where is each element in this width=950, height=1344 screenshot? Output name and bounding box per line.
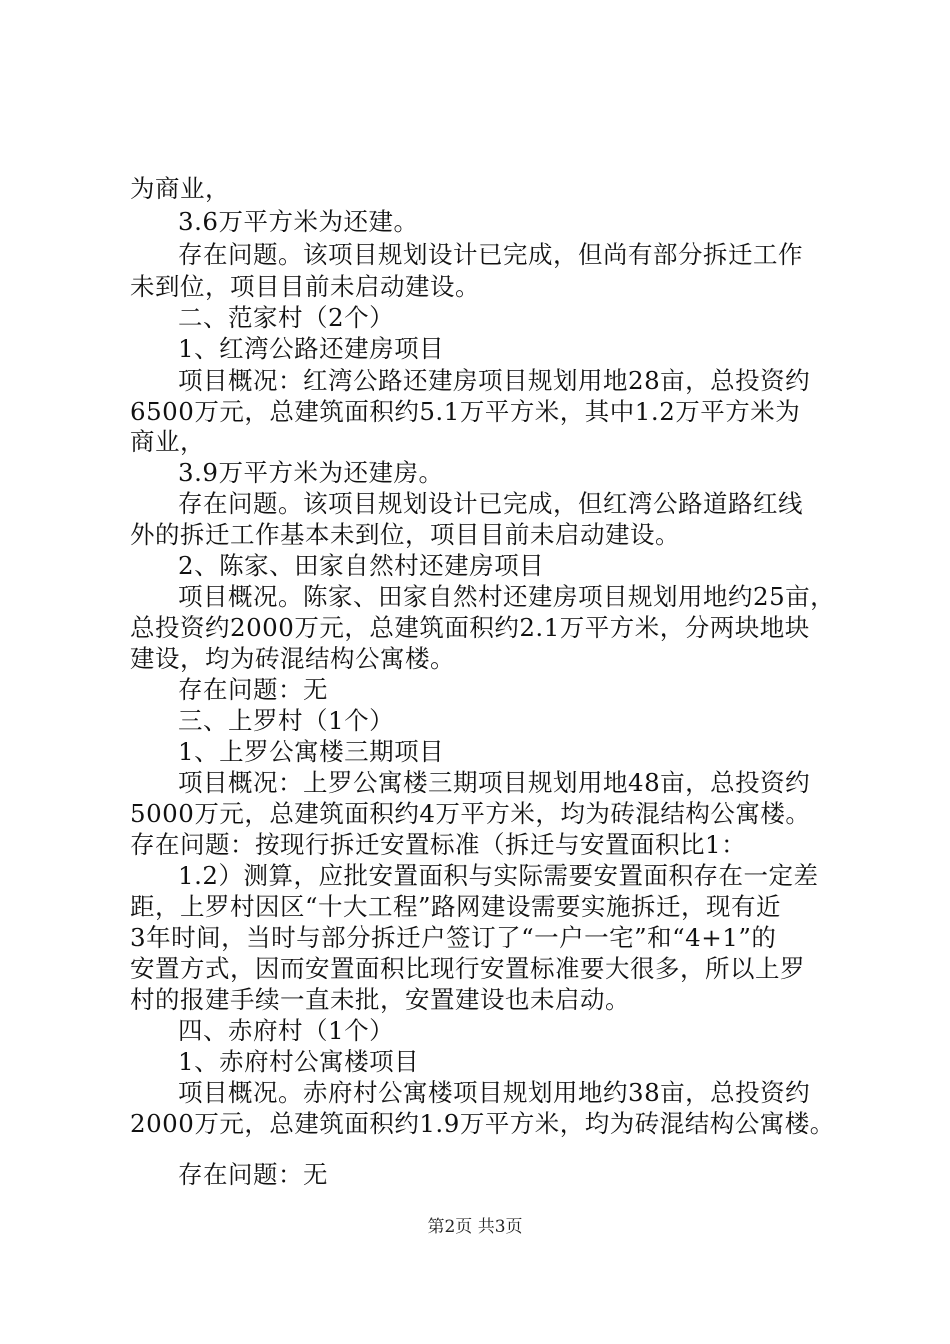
text-line: 项目概况。陈家、田家自然村还建房项目规划用地约25亩，	[178, 582, 836, 611]
text-line: 存在问题：无	[178, 1160, 328, 1189]
project-title: 1、上罗公寓楼三期项目	[178, 737, 445, 766]
section-heading: 二、范家村（2个）	[178, 303, 395, 332]
text-line: 为商业，	[130, 174, 230, 203]
text-line: 2000万元，总建筑面积约1.9万平方米，均为砖混结构公寓楼。	[130, 1109, 835, 1138]
text-line: 存在问题：无	[178, 675, 328, 704]
section-heading: 四、赤府村（1个）	[178, 1016, 395, 1045]
text-line: 存在问题：按现行拆迁安置标准（拆迁与安置面积比1：	[130, 830, 747, 859]
section-heading: 三、上罗村（1个）	[178, 706, 395, 735]
text-line: 项目概况。赤府村公寓楼项目规划用地约38亩，总投资约	[178, 1078, 811, 1107]
text-line: 未到位，项目目前未启动建设。	[130, 272, 480, 301]
text-line: 5000万元，总建筑面积约4万平方米，均为砖混结构公寓楼。	[130, 799, 811, 828]
project-title: 1、赤府村公寓楼项目	[178, 1047, 420, 1076]
text-line: 村的报建手续一直未批，安置建设也未启动。	[130, 985, 630, 1014]
text-line: 6500万元，总建筑面积约5.1万平方米，其中1.2万平方米为	[130, 397, 801, 426]
page-number: 第2页 共3页	[427, 1217, 523, 1237]
text-line: 建设，均为砖混结构公寓楼。	[130, 644, 455, 673]
text-line: 外的拆迁工作基本未到位，项目目前未启动建设。	[130, 520, 680, 549]
text-line: 3.6万平方米为还建。	[178, 207, 419, 236]
text-line: 3.9万平方米为还建房。	[178, 458, 444, 487]
text-line: 项目概况：上罗公寓楼三期项目规划用地48亩，总投资约	[178, 768, 811, 797]
text-line: 距，上罗村因区“十大工程”路网建设需要实施拆迁，现有近	[130, 892, 782, 921]
text-line: 安置方式，因而安置面积比现行安置标准要大很多，所以上罗	[130, 954, 805, 983]
text-line: 商业，	[130, 427, 205, 456]
text-line: 总投资约2000万元，总建筑面积约2.1万平方米，分两块地块	[130, 613, 810, 642]
text-line: 存在问题。该项目规划设计已完成，但尚有部分拆迁工作	[178, 240, 803, 269]
text-line: 存在问题。该项目规划设计已完成，但红湾公路道路红线	[178, 489, 803, 518]
text-line: 3年时间，当时与部分拆迁户签订了“一户一宅”和“4+1”的	[130, 923, 777, 952]
project-title: 2、陈家、田家自然村还建房项目	[178, 551, 545, 580]
text-line: 1.2）测算，应批安置面积与实际需要安置面积存在一定差	[178, 861, 819, 890]
project-title: 1、红湾公路还建房项目	[178, 334, 445, 363]
text-line: 项目概况：红湾公路还建房项目规划用地28亩，总投资约	[178, 366, 811, 395]
